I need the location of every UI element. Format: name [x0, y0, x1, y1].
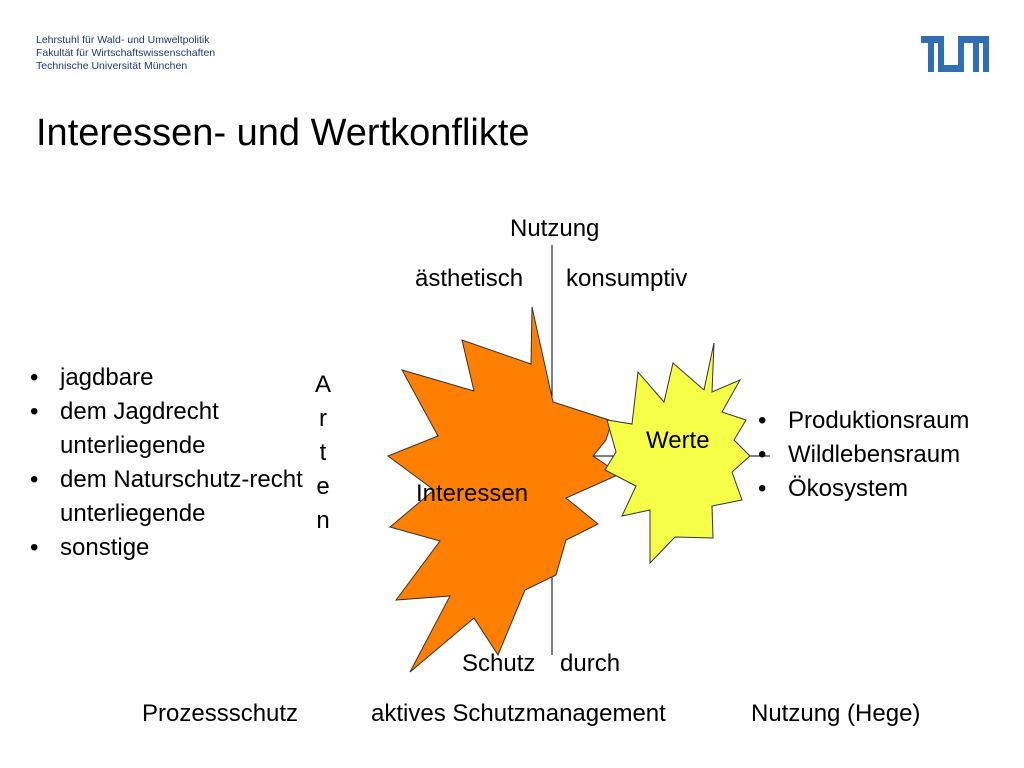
axis-label-aesthetisch: ästhetisch — [415, 265, 524, 292]
scale-label-nutzung-hege: Nutzung (Hege) — [751, 700, 921, 727]
arten-letter: e — [316, 473, 330, 500]
page-title: Interessen- und Wertkonflikte — [36, 112, 530, 154]
werte-star-label: Werte — [646, 427, 710, 454]
list-item: • Wildlebensraum — [758, 438, 1008, 472]
list-item: • Ökosystem — [758, 472, 1008, 506]
arten-letter: t — [319, 439, 327, 466]
arten-letter: n — [316, 507, 330, 534]
list-item: • sonstige — [30, 531, 315, 565]
list-item: • dem Jagdrecht unterliegende — [30, 395, 315, 463]
arten-letter: r — [319, 405, 327, 432]
interessen-star-label: Interessen — [416, 480, 529, 507]
species-list — [30, 361, 315, 565]
axis-label-durch: durch — [560, 650, 621, 677]
axis-label-schutz: Schutz — [462, 650, 536, 677]
list-item: • Produktionsraum — [758, 404, 1008, 438]
header-university: Technische Universität München — [36, 60, 188, 72]
list-item: • dem Naturschutz-recht unterliegende — [30, 463, 315, 531]
axis-label-nutzung: Nutzung — [510, 215, 600, 242]
header-faculty: Fakultät für Wirtschaftswissenschaften — [36, 47, 216, 59]
header-chair: Lehrstuhl für Wald- und Umweltpolitik — [36, 34, 210, 46]
scale-label-prozessschutz: Prozessschutz — [142, 700, 299, 727]
list-item: • jagdbare — [30, 361, 315, 395]
arten-letter: A — [314, 371, 331, 398]
values-list — [758, 404, 1008, 506]
axis-label-konsumptiv: konsumptiv — [566, 265, 688, 292]
scale-label-aktives-schutzmanagement: aktives Schutzmanagement — [371, 700, 666, 727]
